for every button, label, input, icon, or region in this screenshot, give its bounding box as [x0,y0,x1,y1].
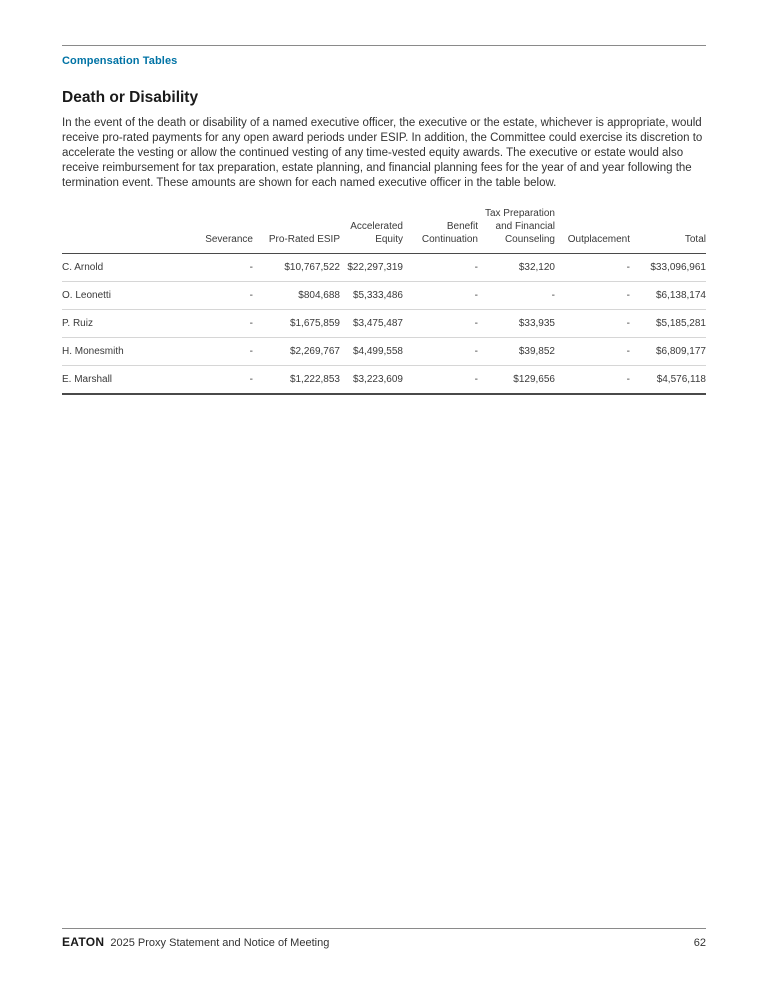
table-cell: - [626,374,630,385]
table-cell: - [474,374,478,385]
table-cell: $33,096,961 [650,262,706,273]
table-cell: - [249,346,253,357]
table-cell: - [474,290,478,301]
table-cell: - [626,346,630,357]
table-cell: $804,688 [298,290,340,301]
table-cell: $2,269,767 [289,346,340,357]
table-cell: $3,475,487 [352,318,403,329]
table-cell: $129,656 [513,374,555,385]
footer-left [62,935,329,949]
table-row [62,282,706,310]
table-cell: $1,675,859 [289,318,340,329]
table-cell: - [626,290,630,301]
executive-name: O. Leonetti [62,290,111,301]
section-label: Compensation Tables [62,55,178,67]
table-row [62,366,706,395]
table-row [62,254,706,282]
footer-brand: EATON [62,935,105,949]
table-cell: - [249,290,253,301]
table-cell: - [626,318,630,329]
table-cell: $33,935 [518,318,555,329]
table-cell: $32,120 [518,262,555,273]
table-cell: - [249,262,253,273]
table-cell: $5,333,486 [352,290,403,301]
table-cell: $39,852 [518,346,555,357]
executive-name: H. Monesmith [62,346,124,357]
table-cell: - [474,262,478,273]
table-cell: $6,809,177 [655,346,706,357]
footer-text: 2025 Proxy Statement and Notice of Meeting [110,937,330,949]
table-cell: $3,223,609 [352,374,403,385]
table-header-row [62,207,706,254]
table-cell: $4,499,558 [352,346,403,357]
column-header-benefit-continuation: Benefit Continuation [421,221,478,245]
compensation-table [62,207,706,395]
footer-line [62,935,706,949]
column-header-blank [62,207,162,254]
executive-name: E. Marshall [62,374,113,385]
column-header-severance: Severance [205,234,253,245]
table-cell: $1,222,853 [289,374,340,385]
table-cell: $10,767,522 [284,262,340,273]
page-footer [62,928,706,949]
table-cell: - [249,374,253,385]
column-header-total: Total [684,234,706,245]
table-cell: - [474,346,478,357]
table-cell: - [474,318,478,329]
table-cell: - [249,318,253,329]
table-cell: $22,297,319 [347,262,403,273]
executive-name: C. Arnold [62,262,104,273]
table-cell: - [626,262,630,273]
table-cell: $5,185,281 [655,318,706,329]
column-header-accelerated-equity: Accelerated Equity [350,221,403,245]
column-header-prorated-esip: Pro-Rated ESIP [268,234,340,245]
page-title: Death or Disability [62,89,199,106]
table-row [62,310,706,338]
column-header-tax-preparation: Tax Preparation and Financial Counseling [484,208,555,245]
table-row [62,338,706,366]
intro-paragraph: In the event of the death or disability of a named executive officer, the executive or the estate, whichever is appropriate, would receive pro-rated payments for any open award periods under ESIP. In addition, the Committee could exercise its discretion to accelerate the vesting or allow the continued vesting of any time-vested equity awards. The executive or estate would also receive reimbursement for tax preparation, estate planning, and financial planning fees for the year of and year following the termination event. These amounts are shown for each named executive officer in the table below. [62,117,703,189]
column-header-outplacement: Outplacement [567,234,630,245]
page-content [62,0,706,395]
page-number: 62 [693,937,706,949]
footer-rule [62,928,706,929]
executive-name: P. Ruiz [62,318,93,329]
table-cell: $6,138,174 [655,290,706,301]
table-cell: - [551,290,555,301]
table-cell: $4,576,118 [656,374,706,385]
top-rule [62,45,706,46]
